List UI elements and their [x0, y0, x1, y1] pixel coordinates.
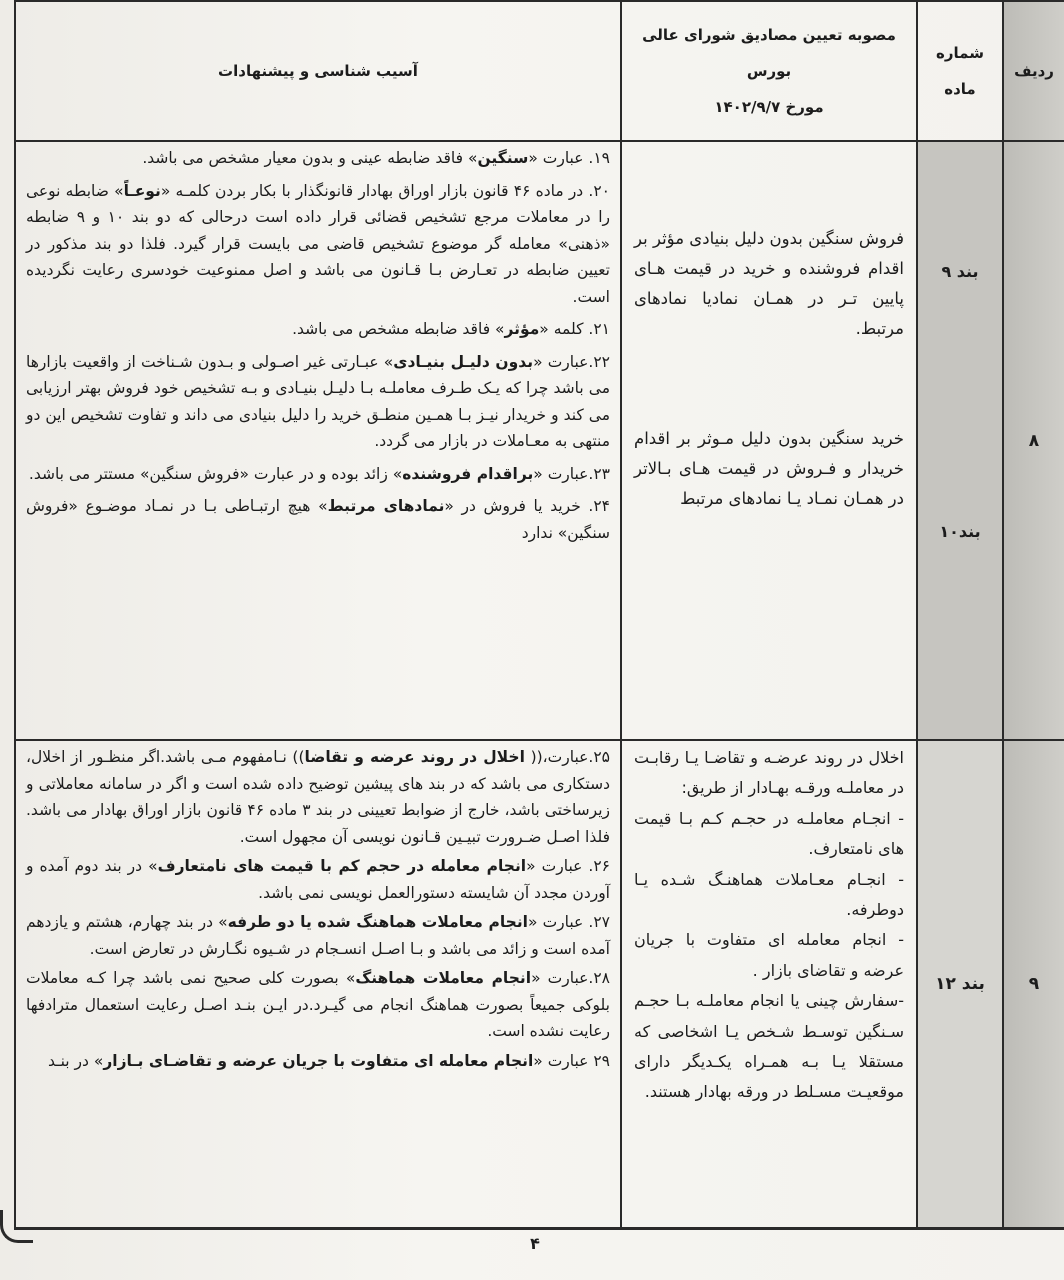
row-number: ۹: [1003, 740, 1064, 1228]
diagnosis-item: ۲۰. در ماده ۴۶ قانون بازار اوراق بهادار قانونگذار با بکار بردن کلمـه «نوعـاً» ضابطه نوعی را در معاملات مرجع تشخیص قضائی قرار داده است درحالی که دو بند ۱۰ و ۹ ضابطه «ذهنی» معامله گر موضوع تشخیص قاضی می بایست قرار گیرد. فلذا دو بند مذکور در تعیین ضابطه در تعـارض بـا قـانون می باشد و اصل ممنوعیت خودسری رعایت نگردیده است.: [26, 181, 611, 306]
header-radif: ردیف: [1003, 1, 1064, 141]
assessment-table: [14, 0, 1064, 1230]
table-header-row: [15, 1, 1064, 141]
diagnosis-item: ۲۱. کلمه «مؤثر» فاقد ضابطه مشخص می باشد.: [292, 320, 610, 338]
article-number-cell: [917, 740, 1003, 1228]
page-corner-border: [0, 1210, 33, 1243]
resolution-text-band12: اخلال در روند عرضـه و تقاضـا یـا رقابـت در معاملـه ورقـه بهـادار از طریق: - انجـام معاملـه در حجـم کـم بـا قیمت های نامتعارف. - انجـام معـاملات هماهنـگ شـده یـا دوطرفه. - انجام معامله ای متفاوت با جریان عرضه و تقاضای بازار . -سفارش چینی یا انجام معاملـه بـا حجـم سـنگین توسـط شـخص یـا اشخاصی که مستقلا یـا بـه همـراه یکـدیگر دارای موقعیـت مسـلط در ورقه بهادار هستند.: [634, 748, 904, 1102]
page-number: ۴: [530, 1234, 540, 1253]
diagnosis-item: ۲۳.عبارت «براقدام فروشنده» زائد بوده و در عبارت «فروش سنگین» مستتر می باشد.: [28, 464, 610, 483]
table-row: [15, 141, 1064, 740]
article-band9: بند ۹: [941, 262, 979, 281]
diagnosis-cell: [15, 141, 621, 740]
diagnosis-item: ۲۶. عبارت «انجام معامله در حجم کم با قیمت های نامتعارف» در بند دوم آمده و آوردن مجدد آن شایسته دستورالعمل نویسی نمی باشد.: [26, 857, 611, 902]
diagnosis-item: ۲۲.عبارت «بدون دلیـل بنیـادی» عبـارتی غیر اصـولی و بـدون شـناخت از واقعیت بازارها می باشد چرا که یـک طـرف معاملـه بـا دلیـل بنیـادی و بـه تشخیص خود فروش بهتر ارزیابی می کند و خریدار نیـز بـا همـین منطـق خرید را دلیل بنیادی می داند و تفاوت تشخیص این دو منتهی به معـاملات در بازار می گردد.: [26, 352, 611, 450]
header-resolution: مصوبه تعیین مصادیق شورای عالی بورس مورخ ۱۴۰۲/۹/۷: [621, 1, 917, 141]
table-row: [15, 740, 1064, 1228]
resolution-text-band9: فروش سنگین بدون دلیل بنیادی مؤثر بر اقدام فروشنده و خرید در قیمت هـای پایین تـر در همـان نمادیا نمادهای مرتبط.: [634, 229, 904, 338]
diagnosis-list: [26, 145, 610, 546]
header-article-number: شماره ماده: [917, 1, 1003, 141]
diagnosis-list: [26, 744, 610, 1074]
diagnosis-item: ۲۵.عبارت،(( اخلال در روند عرضه و تقاضا)) نـامفهوم مـی باشد.اگر منظـور از اخلال، دستکاری می باشد که در بند های پیشین توضیح داده شده است و اگر در سامانه معاملاتی و زیرساختی باشد، خارج از ضوابط تعیینی در بند ۳ ماده ۴۶ قانون بازار اوراق بهادار می باشد. فلذا اصـل ضـرورت تبیـین قـانون نویسی آن مجهول است.: [26, 748, 610, 846]
article-band10: بند۱۰: [939, 522, 981, 541]
row-number: ۸: [1003, 141, 1064, 740]
diagnosis-item: ۲۷. عبارت «انجام معاملات هماهنگ شده یا دو طرفه» در بند چهارم، هشتم و یازدهم آمده است و زائد می باشد و بـا اصـل انسـجام در شـیوه نگـارش در تعارض است.: [26, 913, 610, 958]
resolution-text-cell: [621, 141, 917, 740]
diagnosis-item: ۲۹ عبارت «انجام معامله ای متفاوت با جریان عرضه و تقاضـای بـازار» در بنـد: [47, 1051, 610, 1070]
diagnosis-item: ۲۸.عبارت «انجام معاملات هماهنگ» بصورت کلی صحیح نمی باشد چرا کـه معاملات بلوکی جمیعاً بصورت هماهنگ انجام می گیـرد.در ایـن بنـد اصـل رعایت استعمال مترادفها رعایت نشده است.: [26, 969, 610, 1040]
diagnosis-item: ۱۹. عبارت «سنگین» فاقد ضابطه عینی و بدون معیار مشخص می باشد.: [142, 149, 610, 167]
diagnosis-cell: [15, 740, 621, 1228]
resolution-text-band10: خرید سنگین بدون دلیل مـوثر بر اقدام خریدار و فـروش در قیمت هـای بـالاتر در همـان نمـاد یـا نمادهای مرتبط: [634, 429, 904, 508]
article-band12: بند ۱۲: [935, 973, 985, 994]
article-number-cell: [917, 141, 1003, 740]
header-diagnosis: آسیب شناسی و پیشنهادات: [15, 1, 621, 141]
resolution-text-cell: [621, 740, 917, 1228]
diagnosis-item: ۲۴. خرید یا فروش در «نمادهای مرتبط» هیچ ارتبـاطی بـا در نمـاد موضـوع «فروش سنگین» ندارد: [26, 497, 611, 542]
